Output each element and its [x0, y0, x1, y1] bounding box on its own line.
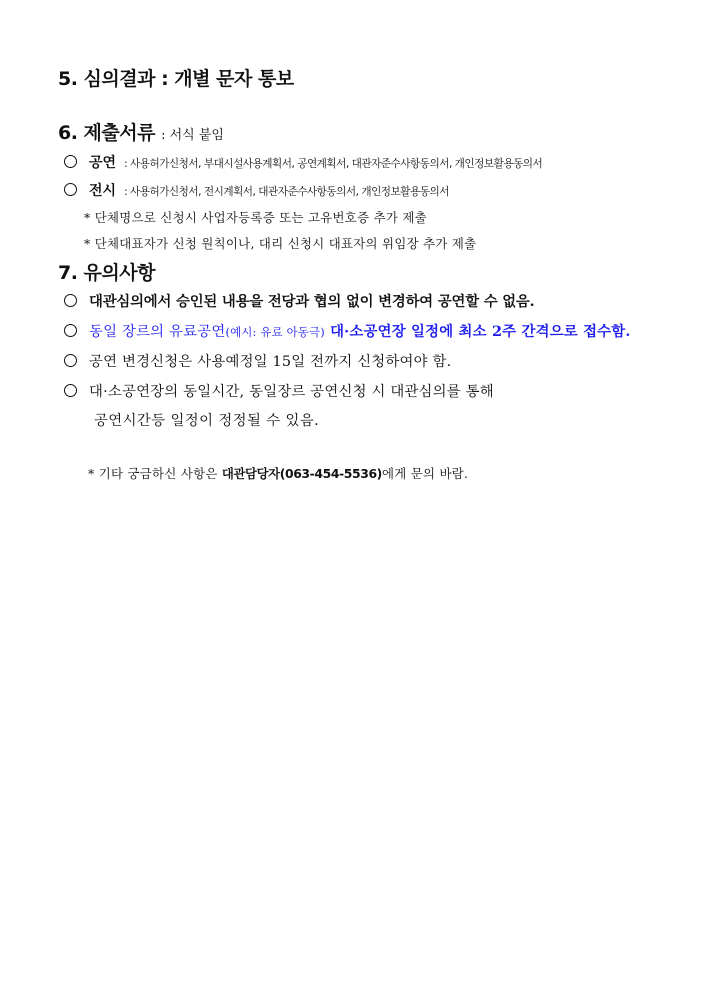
section-5-heading — [58, 64, 294, 91]
section-7-title: 7. 유의사항 — [58, 262, 155, 284]
caution-text: 대관심의에서 승인된 내용을 전당과 협의 없이 변경하여 공연할 수 없음. — [89, 293, 535, 310]
section-6-heading — [58, 118, 224, 145]
circle-bullet-icon — [64, 324, 77, 337]
caution-text-part1: 동일 장르의 유료공연 — [89, 324, 226, 340]
category-label: 전시 — [89, 183, 117, 199]
circle-bullet-icon — [64, 183, 77, 196]
section-6-subtitle: : 서식 붙임 — [161, 128, 224, 143]
caution-text-highlight — [89, 320, 631, 341]
category-desc: : 사용허가신청서, 부대시설사용계획서, 공연계획서, 대관자준수사항동의서, 개인정보활용동의서 — [124, 158, 543, 170]
circle-bullet-icon — [64, 384, 77, 397]
contact-person: 대관담당자(063-454-5536) — [221, 466, 382, 481]
caution-text-example: (예시: 유료 아동극) — [225, 325, 325, 339]
note-proxy-application: * 단체대표자가 신청 원칙이나, 대리 신청시 대표자의 위임장 추가 제출 — [84, 236, 477, 251]
caution-item-2 — [64, 320, 631, 341]
circle-bullet-icon — [64, 294, 77, 307]
contact-prefix: * 기타 궁금하신 사항은 — [88, 466, 222, 481]
caution-item-3 — [64, 350, 451, 371]
caution-text: 대·소공연장의 동일시간, 동일장르 공연신청 시 대관심의를 통해 — [89, 384, 494, 400]
category-desc: : 사용허가신청서, 전시계획서, 대관자준수사항동의서, 개인정보활용동의서 — [124, 186, 449, 198]
section-5-title: 5. 심의결과 : 개별 문자 통보 — [58, 68, 294, 90]
circle-bullet-icon — [64, 354, 77, 367]
note-business-registration: * 단체명으로 신청시 사업자등록증 또는 고유번호증 추가 제출 — [84, 210, 427, 225]
section-7-heading — [58, 258, 155, 285]
contact-suffix: 에게 문의 바람. — [381, 466, 469, 481]
caution-item-4-continued: 공연시간등 일정이 정정될 수 있음. — [94, 413, 320, 429]
section-6-title: 6. 제출서류 — [58, 122, 155, 144]
caution-text: 공연 변경신청은 사용예정일 15일 전까지 신청하여야 함. — [89, 354, 452, 370]
caution-text-part3: 대·소공연장 일정에 최소 2주 간격으로 접수함. — [324, 323, 631, 340]
circle-bullet-icon — [64, 155, 77, 168]
category-label: 공연 — [89, 155, 117, 171]
contact-note — [88, 464, 468, 482]
submit-docs-performance — [64, 152, 542, 172]
caution-item-1 — [64, 290, 534, 311]
submit-docs-exhibition — [64, 180, 449, 200]
caution-item-4 — [64, 380, 494, 401]
